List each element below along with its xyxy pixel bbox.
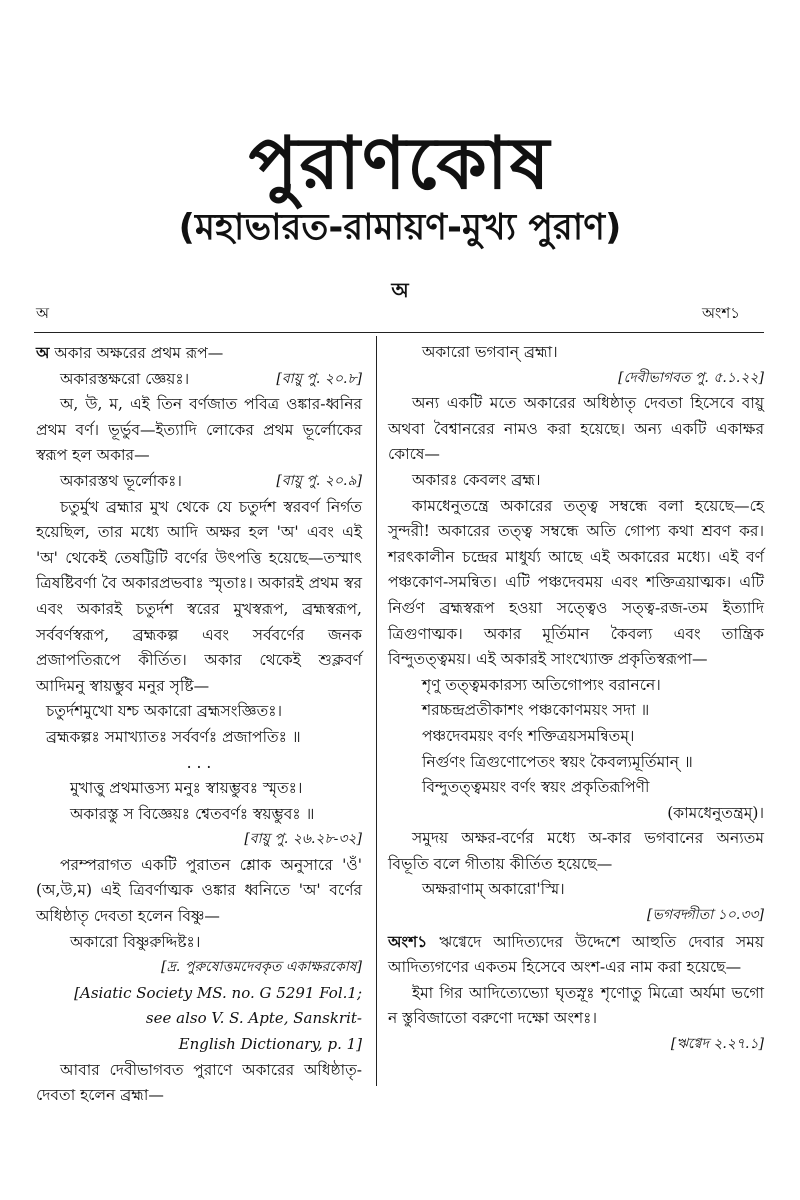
- page-title: পুরাণকোষ: [248, 121, 552, 205]
- english-citation: English Dictionary, p. 1]: [178, 1035, 362, 1054]
- citation: [দ্র. পুরুষোত্তমদেবকৃত একাক্ষরকোষ]: [161, 959, 362, 976]
- paragraph: অন্য একটি মতে অকারের অধিষ্ঠাতৃ দেবতা হিসেবে বায়ু অথবা বৈশ্বানরের নামও করা হয়েছে। অন্য একটি একাক্ষর কোষে—: [388, 394, 764, 464]
- section-letter: অ: [391, 278, 409, 302]
- sloka-line: [36, 469, 362, 495]
- citation: [বায়ু পু. ২০.৯]: [276, 472, 362, 489]
- paragraph: অ, উ, ম, এই তিন বর্ণজাত পবিত্র ওঙ্কার-ধ্বনির প্রথম বর্ণ। ভূর্ভুব—ইত্যাদি লোকের প্রথম ভূর্লোকের স্বরূপ হল অকার—: [36, 395, 362, 465]
- paragraph: কামধেনুতন্ত্রে অকারের তত্ত্ব সম্বন্ধে বলা হয়েছে—হে সুন্দরী! অকারের তত্ত্ব সম্বন্ধে অতি গোপ্য কথা শ্রবণ কর। শরৎকালীন চন্দ্রের মাধুর্য্য আছে এই অকারের মধ্যে। এই বর্ণ পঞ্চকোণ-সমন্বিত। এটি পঞ্চদেবময় এবং শক্তিত্রয়াত্মক। এটি নির্গুণ ব্রহ্মস্বরূপ হওয়া সত্ত্বেও সত্ত্ব-রজ-তম ইত্যাদি ত্রিগুণাত্মক। অকার মূর্তিমান কৈবল্য এবং তান্ত্রিক বিন্দুতত্ত্বময়। এই অকারই সাংখ্যোক্ত প্রকৃতিস্বরূপা—: [388, 496, 764, 669]
- entry-definition: অকার অক্ষরের প্রথম রূপ—: [49, 344, 224, 362]
- sloka-line: অক্ষরাণাম্ অকারো'স্মি।: [422, 880, 565, 899]
- citation: [ভগবদ্গীতা ১০.৩৩]: [647, 907, 764, 924]
- sloka-line: অকারো ভগবান্ ব্রহ্মা।: [422, 343, 558, 361]
- entry-amsha: [388, 929, 764, 981]
- sloka-line: শৃণু তত্ত্বমকারস্য অতিগোপ্যং বরাননে।: [422, 675, 661, 694]
- paragraph: চতুর্মুখ ব্রহ্মার মুখ থেকে যে চতুর্দশ স্বরবর্ণ নির্গত হয়েছিল, তার মধ্যে আদি অক্ষর হল 'অ' এবং এই 'অ' থেকেই তেষট্টিটি বর্ণের উৎপত্তি হয়েছে—তস্মাৎ ত্রিষষ্টিবর্ণা বৈ অকারপ্রভবাঃ স্মৃতাঃ। অকারই প্রথম স্বর এবং অকারই চতুর্দশ স্বরের মুখস্বরূপ, ব্রহ্মস্বরূপ, সর্ববর্ণস্বরূপ, ব্রহ্মকল্প এবং সর্ববর্ণের জনক প্রজাপতিরূপে কীর্তিত। অকার থেকেই শুক্লবর্ণ আদিমনু স্বায়ম্ভুব মনুর সৃষ্টি—: [36, 497, 362, 695]
- paragraph: আবার দেবীভাগবত পুরাণে অকারের অধিষ্ঠাতৃ-দেবতা হলেন ব্রহ্মা—: [36, 1060, 362, 1105]
- sloka-text: অকারস্তথ ভূর্লোকঃ।: [60, 471, 182, 490]
- sloka-line: শরচ্চন্দ্রপ্রতীকাশং পঞ্চকোণময়ং সদা ॥: [422, 701, 650, 720]
- ellipsis: . . .: [186, 753, 212, 772]
- running-head-right: অংশ১: [701, 304, 740, 322]
- entry-a: [36, 340, 362, 367]
- sloka-line: অকারো বিষ্ণুরুদ্দিষ্টঃ।: [70, 932, 201, 951]
- sloka-paragraph: ইমা গির আদিত্যেভ্যো ঘৃতস্নূঃ শৃণোতু মিত্রো অর্যমা ভগো ন স্তুবিজাতো বরুণো দক্ষো অংশঃ।: [388, 983, 764, 1028]
- paragraph: সমুদয় অক্ষর-বর্ণের মধ্যে অ-কার ভগবানের অন্যতম বিভূতি বলে গীতায় কীর্তিত হয়েছে—: [388, 829, 764, 873]
- paragraph: পরম্পরাগত একটি পুরাতন শ্লোক অনুসারে 'ওঁ' (অ,উ,ম) এই ত্রিবর্ণাত্মক ওঙ্কার ধ্বনিতে 'অ' বর্ণের অধিষ্ঠাতৃ দেবতা হলেন বিষ্ণু—: [36, 855, 362, 926]
- english-citation: see also V. S. Apte, Sanskrit-: [145, 1009, 362, 1028]
- entry-definition: ঋগ্বেদে আদিত্যদের উদ্দেশে আহুতি দেবার সময় আদিত্যগণের একতম হিসেবে অংশ-এর নাম করা হয়েছে—: [388, 932, 764, 977]
- entry-headword: অংশ১: [388, 931, 428, 951]
- sloka-line: চতুর্দশমুখো যশ্চ অকারো ব্রহ্মসংজ্ঞিতঃ।: [46, 702, 283, 721]
- sloka-line: অকারস্তু স বিজ্ঞেয়ঃ শ্বেতবর্ণঃ স্বয়ম্ভুবঃ ॥: [70, 804, 315, 823]
- column-divider: [376, 336, 377, 1086]
- sloka-text: অকারস্তক্ষরো জ্ঞেয়ঃ।: [60, 369, 190, 388]
- citation: [বায়ু পু. ২০.৮]: [276, 370, 362, 387]
- english-citation: [Asiatic Society MS. no. G 5291 Fol.1;: [74, 983, 362, 1002]
- sloka-line: নির্গুণং ত্রিগুণোপেতং স্বয়ং কৈবল্যমূর্তিমান্ ॥: [422, 752, 693, 771]
- header-rule: [34, 332, 764, 333]
- left-column: [36, 340, 362, 1109]
- entry-headword: অ: [36, 343, 50, 362]
- citation: [দেবীভাগবত পু. ৫.১.২২]: [618, 369, 764, 386]
- right-column: [388, 340, 764, 1058]
- source-note: (কামধেনুতন্ত্রম্)।: [667, 803, 764, 822]
- page-subtitle: (মহাভারত-রামায়ণ-মুখ্য পুরাণ): [178, 207, 622, 248]
- sloka-line: পঞ্চদেবময়ং বর্ণং শক্তিত্রয়সমন্বিতম্।: [422, 726, 635, 745]
- citation: [ঋগ্বেদ ২.২৭.১]: [670, 1036, 764, 1053]
- sloka-line: মুখাত্তু প্রথমাত্তস্য মনুঃ স্বায়ম্ভুবঃ স্মৃতঃ।: [70, 779, 303, 798]
- citation: [বায়ু পু. ২৬.২৮-৩২]: [244, 831, 362, 848]
- sloka-line: বিন্দুতত্ত্বময়ং বর্ণং স্বয়ং প্রকৃতিরূপিণী: [422, 778, 650, 797]
- sloka-line: ব্রহ্মকল্পঃ সমাখ্যাতঃ সর্ববর্ণঃ প্রজাপতিঃ ॥: [46, 727, 301, 746]
- running-head-left: অ: [36, 304, 49, 322]
- sloka-line: [36, 367, 362, 393]
- sloka-line: অকারঃ কেবলং ব্রহ্ম।: [412, 470, 541, 489]
